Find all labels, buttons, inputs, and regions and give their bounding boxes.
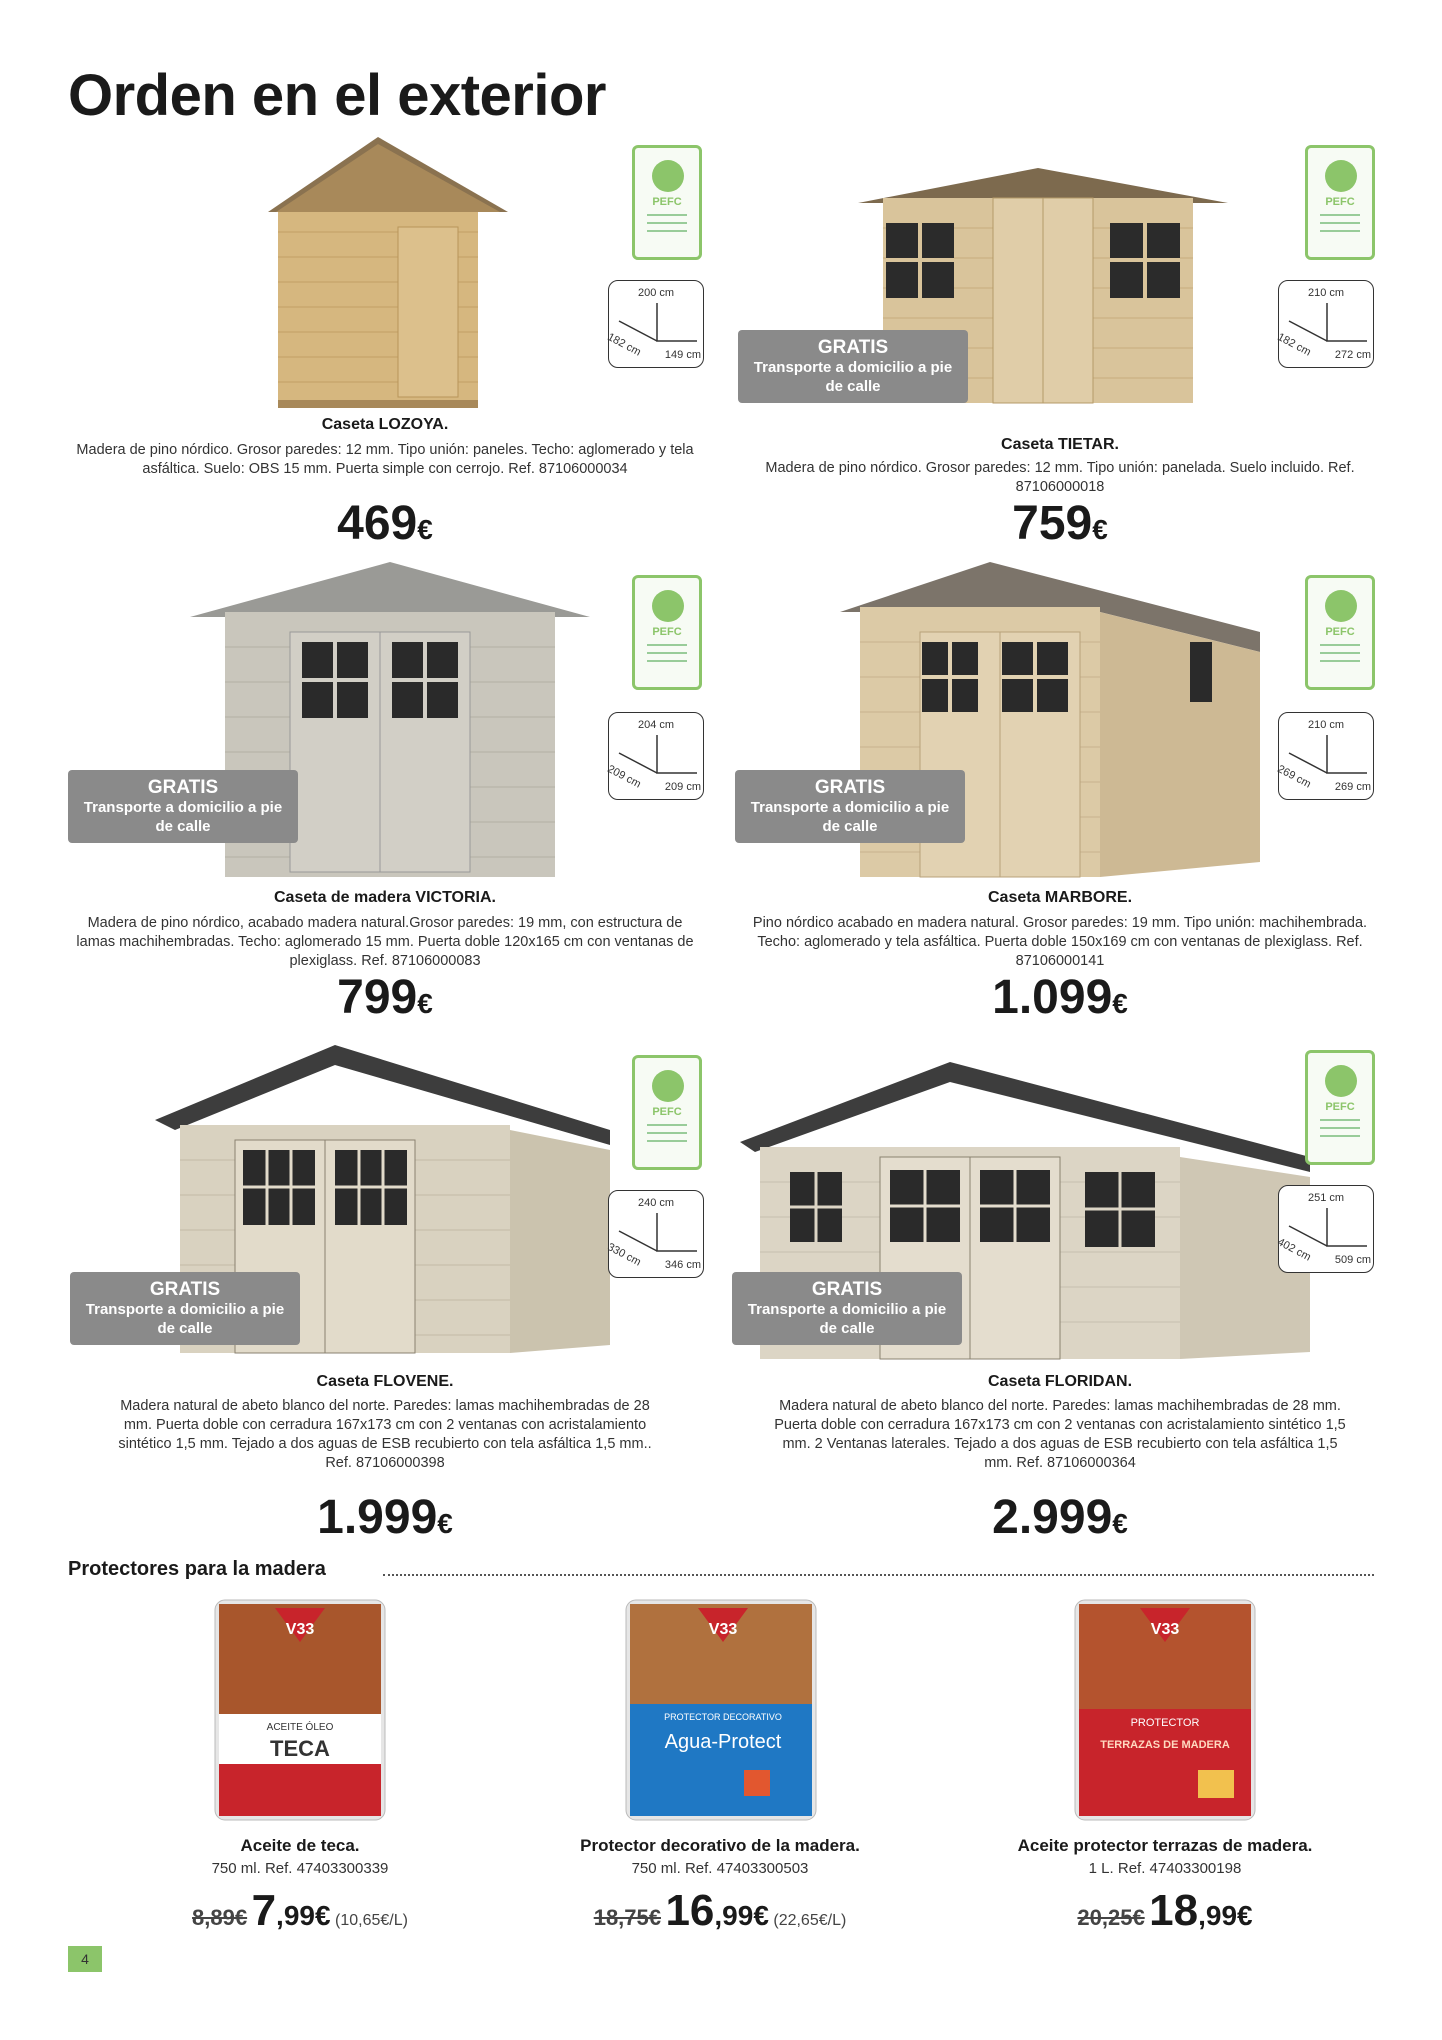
- page-title: Orden en el exterior: [68, 63, 606, 128]
- product-name: Caseta FLORIDAN.: [987, 1373, 1133, 1390]
- can-sublabel: PROTECTOR: [1130, 1717, 1200, 1729]
- can-image-teca: [185, 1590, 415, 1830]
- pefc-tree-icon: [652, 160, 684, 192]
- protector-ref: 750 ml. Ref. 47403300503: [631, 1860, 809, 1877]
- dimensions-box: [1275, 280, 1374, 368]
- product-name: Caseta FLOVENE.: [316, 1373, 454, 1390]
- free-delivery-badge: GRATIS Transporte a domicilio a pie de calle: [738, 330, 968, 403]
- free-delivery-badge: GRATIS Transporte a domicilio a pie de calle: [735, 770, 965, 843]
- depth-label: 182 cm: [605, 331, 643, 359]
- protector-price: 18,75€ 16,99€ (22,65€/L): [593, 1886, 847, 1935]
- pefc-tree-icon: [1325, 590, 1357, 622]
- pefc-certification-badge: PEFC: [632, 1055, 702, 1170]
- old-price: 20,25€: [1077, 1905, 1145, 1930]
- dimensions-box: [605, 1190, 704, 1278]
- height-label: 251 cm: [1307, 1192, 1345, 1204]
- free-delivery-badge: GRATIS Transporte a domicilio a pie de calle: [68, 770, 298, 843]
- product-description: Madera de pino nórdico. Grosor paredes: 12 mm. Tipo unión: panelada. Suelo incluido. Ref. 87106000018: [765, 460, 1355, 495]
- can-image-terrazas: [1050, 1590, 1280, 1830]
- product-name: Caseta de madera VICTORIA.: [273, 889, 496, 906]
- pefc-tree-icon: [1325, 1065, 1357, 1097]
- product-price: 799€: [337, 971, 433, 1024]
- protector-name: Aceite protector terrazas de madera.: [1017, 1836, 1313, 1855]
- can-sublabel: PROTECTOR DECORATIVO: [664, 1712, 782, 1722]
- dimensions-box: [1275, 1185, 1374, 1273]
- page-number: 4: [68, 1946, 102, 1972]
- unit-price: (10,65€/L): [335, 1912, 408, 1929]
- protector-ref: 1 L. Ref. 47403300198: [1088, 1860, 1242, 1877]
- can-label: Agua-Protect: [664, 1731, 782, 1753]
- width-label: 269 cm: [1334, 781, 1371, 793]
- pefc-certification-badge: PEFC: [1305, 1050, 1375, 1165]
- dimensions-box: [605, 712, 704, 800]
- height-label: 200 cm: [637, 287, 675, 299]
- product-price: 759€: [1012, 497, 1108, 550]
- width-label: 272 cm: [1334, 349, 1371, 361]
- pefc-certification-badge: PEFC: [1305, 575, 1375, 690]
- pefc-tree-icon: [1325, 160, 1357, 192]
- pefc-tree-icon: [652, 590, 684, 622]
- width-label: 209 cm: [664, 781, 701, 793]
- svg-text:V33: V33: [708, 1621, 738, 1638]
- width-label: 509 cm: [1334, 1254, 1371, 1266]
- old-price: 18,75€: [593, 1905, 661, 1930]
- svg-text:V33: V33: [1150, 1621, 1180, 1638]
- svg-text:V33: V33: [285, 1621, 315, 1638]
- height-label: 204 cm: [637, 719, 675, 731]
- product-name: Caseta TIETAR.: [1001, 436, 1119, 453]
- product-description: Madera natural de abeto blanco del norte. Paredes: lamas machihembradas de 28 mm. Puerta doble con cerradura 167x173 cm con 2 ventanas con acristalamiento sintético 1,5 mm. 2 Ventanas laterales. Tejado a dos aguas de ESB recubierto con tela asfáltica 1,5 mm. Ref. 87106000364: [774, 1398, 1346, 1471]
- pefc-tree-icon: [652, 1070, 684, 1102]
- shed-image: [248, 132, 528, 412]
- dimensions-box: [1275, 712, 1374, 800]
- can-label: TERRAZAS DE MADERA: [1100, 1739, 1230, 1751]
- protector-name: Protector decorativo de la madera.: [580, 1836, 860, 1855]
- protector-name: Aceite de teca.: [240, 1836, 360, 1855]
- free-delivery-badge: GRATIS Transporte a domicilio a pie de calle: [732, 1272, 962, 1345]
- dimensions-box: [605, 280, 704, 368]
- old-price: 8,89€: [192, 1905, 248, 1930]
- depth-label: 330 cm: [605, 1241, 643, 1269]
- product-price: 2.999€: [992, 1491, 1128, 1544]
- pefc-certification-badge: PEFC: [1305, 145, 1375, 260]
- depth-label: 269 cm: [1275, 763, 1313, 791]
- width-label: 149 cm: [664, 349, 701, 361]
- product-price: 1.999€: [317, 1491, 453, 1544]
- height-label: 240 cm: [637, 1197, 675, 1209]
- product-description: Madera de pino nórdico, acabado madera natural.Grosor paredes: 19 mm, con estructura de lamas machihembradas. Techo: aglomerado 15 mm. Puerta doble 120x165 cm con ventanas de plexiglass. Ref. 87106000083: [76, 915, 694, 969]
- protector-price: 8,89€ 7,99€ (10,65€/L): [192, 1886, 408, 1935]
- product-description: Madera de pino nórdico. Grosor paredes: 12 mm. Tipo unión: paneles. Techo: aglomerado y tela asfáltica. Suelo: OBS 15 mm. Puerta simple con cerrojo. Ref. 87106000034: [76, 442, 694, 477]
- unit-price: (22,65€/L): [773, 1912, 847, 1929]
- product-name: Caseta LOZOYA.: [321, 416, 449, 433]
- product-price: 1.099€: [992, 971, 1128, 1024]
- depth-label: 402 cm: [1275, 1236, 1313, 1264]
- protector-price: 20,25€ 18,99€: [1077, 1886, 1253, 1935]
- product-name: Caseta MARBORE.: [987, 889, 1133, 906]
- free-delivery-badge: GRATIS Transporte a domicilio a pie de calle: [70, 1272, 300, 1345]
- height-label: 210 cm: [1307, 719, 1345, 731]
- product-price: 469€: [337, 497, 433, 550]
- height-label: 210 cm: [1307, 287, 1345, 299]
- pefc-certification-badge: PEFC: [632, 575, 702, 690]
- protector-ref: 750 ml. Ref. 47403300339: [211, 1860, 389, 1877]
- product-description: Pino nórdico acabado en madera natural. Grosor paredes: 19 mm. Tipo unión: machihembrada. Techo: aglomerado y tela asfáltica. Puerta doble 150x169 cm con ventanas de plexiglass. Ref. 87106000141: [752, 915, 1368, 969]
- dotted-rule: [383, 1574, 1374, 1576]
- can-sublabel: ACEITE ÓLEO: [266, 1722, 334, 1733]
- depth-label: 209 cm: [605, 763, 643, 791]
- width-label: 346 cm: [664, 1259, 701, 1271]
- protectors-heading: Protectores para la madera: [68, 1558, 1374, 1581]
- can-image-agua-protect: [606, 1590, 836, 1830]
- depth-label: 182 cm: [1275, 331, 1313, 359]
- pefc-certification-badge: PEFC: [632, 145, 702, 260]
- can-label: TECA: [270, 1736, 330, 1761]
- product-description: Madera natural de abeto blanco del norte. Paredes: lamas machihembradas de 28 mm. Puerta doble con cerradura 167x173 cm con 2 ventanas con acristalamiento sintético 1,5 mm. Tejado a dos aguas de ESB recubierto con tela asfáltica 1,5 mm.. Ref. 87106000398: [118, 1398, 652, 1471]
